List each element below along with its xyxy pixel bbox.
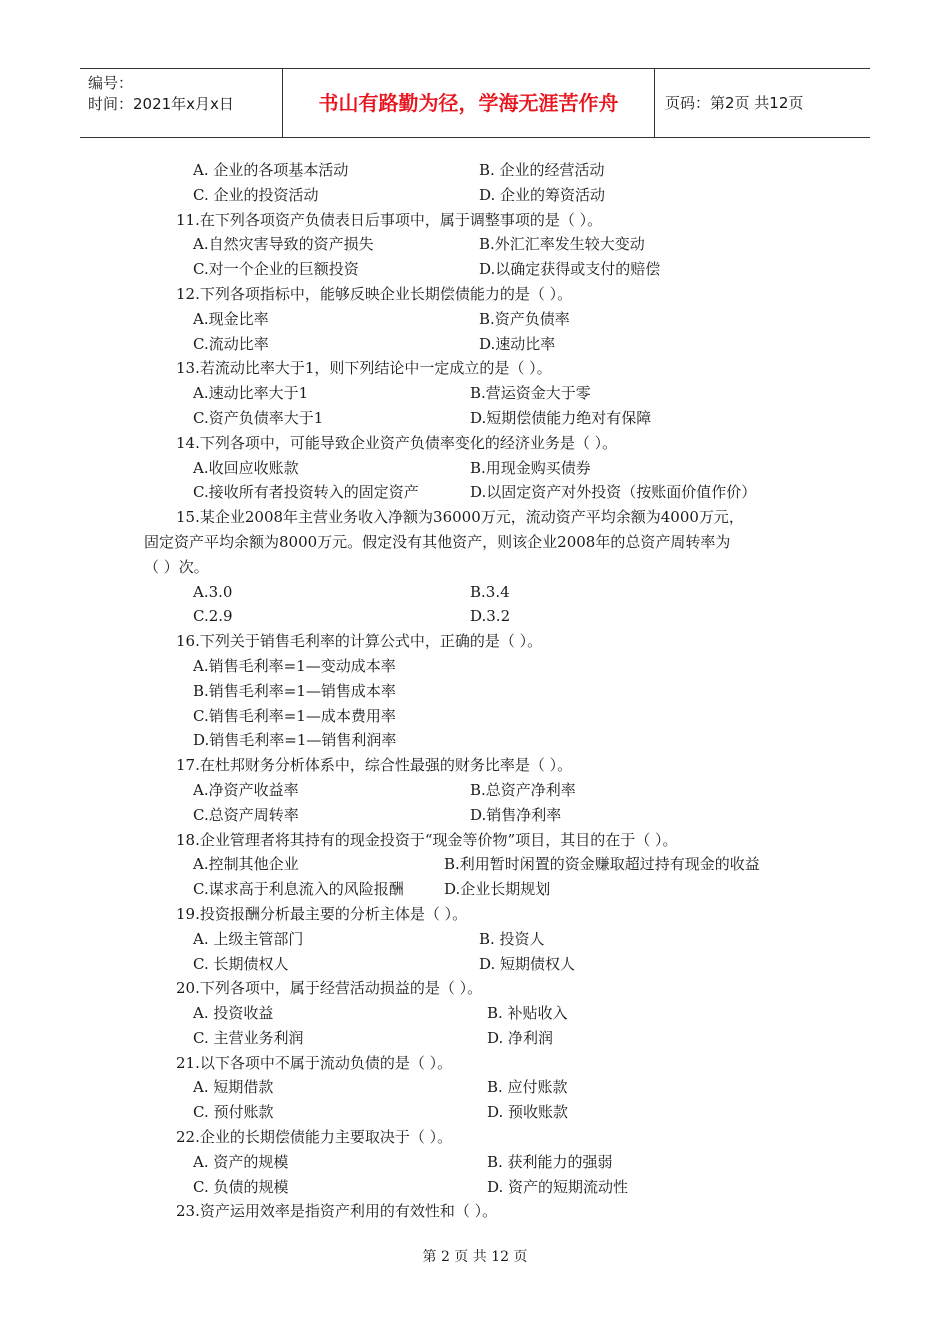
option: B.用现金购买债券 (470, 458, 591, 477)
question-text: 18.企业管理者将其持有的现金投资于“现金等价物”项目，其目的在于（ ）。 (176, 830, 678, 849)
header-meta (80, 69, 283, 137)
question-text: 11.在下列各项资产负债表日后事项中，属于调整事项的是（ ）。 (176, 210, 603, 229)
option: B.总资产净利率 (470, 780, 576, 799)
option: C.销售毛利率=1—成本费用率 (193, 706, 396, 725)
date-label: 时间：2021年x月x日 (88, 95, 234, 113)
option-row (0, 158, 950, 183)
question-text: 20.下列各项中，属于经营活动损益的是（ ）。 (176, 979, 483, 998)
option: A. 企业的各项基本活动 (193, 161, 349, 179)
option-row (0, 679, 950, 704)
question-text: 22.企业的长期偿债能力主要取决于（ ）。 (176, 1128, 453, 1147)
option: D.企业长期规划 (444, 880, 551, 899)
option: A.销售毛利率=1—变动成本率 (193, 656, 396, 675)
option: B.3.4 (470, 582, 510, 601)
option-row (0, 1075, 950, 1100)
option-row (0, 1026, 950, 1051)
option: C. 企业的投资活动 (193, 185, 319, 204)
option: A.收回应收账款 (193, 458, 299, 477)
option: A.3.0 (193, 582, 233, 601)
option-row (0, 728, 950, 753)
option: A.速动比率大于1 (193, 384, 309, 403)
option-row (0, 183, 950, 208)
option: B. 企业的经营活动 (479, 161, 605, 179)
option: D.速动比率 (479, 334, 556, 353)
option-row (0, 852, 950, 877)
option-row (0, 704, 950, 729)
header-page-info: 页码：第2页 共12页 (665, 94, 804, 112)
question-text: 15.某企业2008年主营业务收入净额为36000万元，流动资产平均余额为4000万元， (176, 508, 744, 527)
option-row (0, 406, 950, 431)
option-row (0, 927, 950, 952)
question-text: 12.下列各项指标中，能够反映企业长期偿债能力的是（ ）。 (176, 284, 573, 303)
option: B. 补贴收入 (487, 1004, 568, 1023)
option-row (0, 307, 950, 332)
option: A. 短期借款 (193, 1078, 274, 1097)
question-text: 23.资产运用效率是指资产利用的有效性和（ ）。 (176, 1202, 498, 1221)
option: A.现金比率 (193, 309, 269, 328)
option: C.2.9 (193, 607, 233, 626)
option: B. 应付账款 (487, 1078, 568, 1097)
option-row (0, 877, 950, 902)
option: B.营运资金大于零 (470, 384, 591, 403)
option: A.净资产收益率 (193, 780, 299, 799)
option: B.销售毛利率=1—销售成本率 (193, 681, 396, 700)
option: C.资产负债率大于1 (193, 408, 324, 427)
option: A.控制其他企业 (193, 855, 299, 874)
option-row (0, 257, 950, 282)
option-row (0, 332, 950, 357)
option: A.自然灾害导致的资产损失 (193, 235, 374, 254)
option: B.利用暂时闲置的资金赚取超过持有现金的收益 (444, 855, 760, 874)
option: D.销售净利率 (470, 805, 562, 824)
option: B. 投资人 (479, 929, 545, 948)
question-text: 13.若流动比率大于1，则下列结论中一定成立的是（ ）。 (176, 359, 552, 378)
option: D.以确定获得或支付的赔偿 (479, 260, 661, 279)
option: C. 长期债权人 (193, 954, 289, 973)
option: D. 短期债权人 (479, 954, 576, 973)
page-header (80, 68, 870, 138)
option-row (0, 1001, 950, 1026)
option: C.流动比率 (193, 334, 269, 353)
option: C. 负债的规模 (193, 1177, 289, 1196)
option: D.销售毛利率=1—销售利润率 (193, 731, 397, 750)
option: D. 企业的筹资活动 (479, 185, 606, 204)
option: D.3.2 (470, 607, 511, 626)
option-row (0, 778, 950, 803)
option: A. 投资收益 (193, 1004, 274, 1023)
option-row (0, 1175, 950, 1200)
option-row (0, 803, 950, 828)
option: B.外汇汇率发生较大变动 (479, 235, 645, 254)
question-list (0, 158, 950, 1224)
option: C. 主营业务利润 (193, 1028, 304, 1047)
option-row (0, 480, 950, 505)
option: C.对一个企业的巨额投资 (193, 260, 359, 279)
option: A. 上级主管部门 (193, 929, 304, 948)
question-text: 16.下列关于销售毛利率的计算公式中，正确的是（ ）。 (176, 632, 543, 651)
option: C. 预付账款 (193, 1103, 274, 1122)
question-text: 21.以下各项中不属于流动负债的是（ ）。 (176, 1053, 453, 1072)
option: D.短期偿债能力绝对有保障 (470, 408, 652, 427)
option: B.资产负债率 (479, 309, 570, 328)
question-text: 14.下列各项中，可能导致企业资产负债率变化的经济业务是（ ）。 (176, 433, 618, 452)
option-row (0, 654, 950, 679)
question-text: 19.投资报酬分析最主要的分析主体是（ ）。 (176, 904, 468, 923)
option: D. 预收账款 (487, 1103, 569, 1122)
option-row (0, 232, 950, 257)
number-label: 编号： (88, 74, 134, 92)
option-row (0, 381, 950, 406)
option-row (0, 952, 950, 977)
question-text: 17.在杜邦财务分析体系中，综合性最强的财务比率是（ ）。 (176, 756, 573, 775)
question-text-continued: （ ）次。 (144, 557, 209, 576)
question-text-continued: 固定资产平均余额为8000万元。假定没有其他资产，则该企业2008年的总资产周转率为 (144, 532, 731, 551)
option-row (0, 1150, 950, 1175)
option: A. 资产的规模 (193, 1152, 289, 1171)
option: D.以固定资产对外投资（按账面价值作价） (470, 483, 757, 502)
option: C.总资产周转率 (193, 805, 299, 824)
page-footer: 第 2 页 共 12 页 (422, 1249, 528, 1265)
option: D. 净利润 (487, 1028, 554, 1047)
option-row (0, 604, 950, 629)
option: C.接收所有者投资转入的固定资产 (193, 483, 419, 502)
header-motto: 书山有路勤为径，学海无涯苦作舟 (283, 69, 655, 137)
option: C.谋求高于利息流入的风险报酬 (193, 880, 404, 899)
option-row (0, 1100, 950, 1125)
option-row (0, 456, 950, 481)
option: D. 资产的短期流动性 (487, 1177, 629, 1196)
option: B. 获利能力的强弱 (487, 1152, 613, 1171)
option-row (0, 580, 950, 605)
